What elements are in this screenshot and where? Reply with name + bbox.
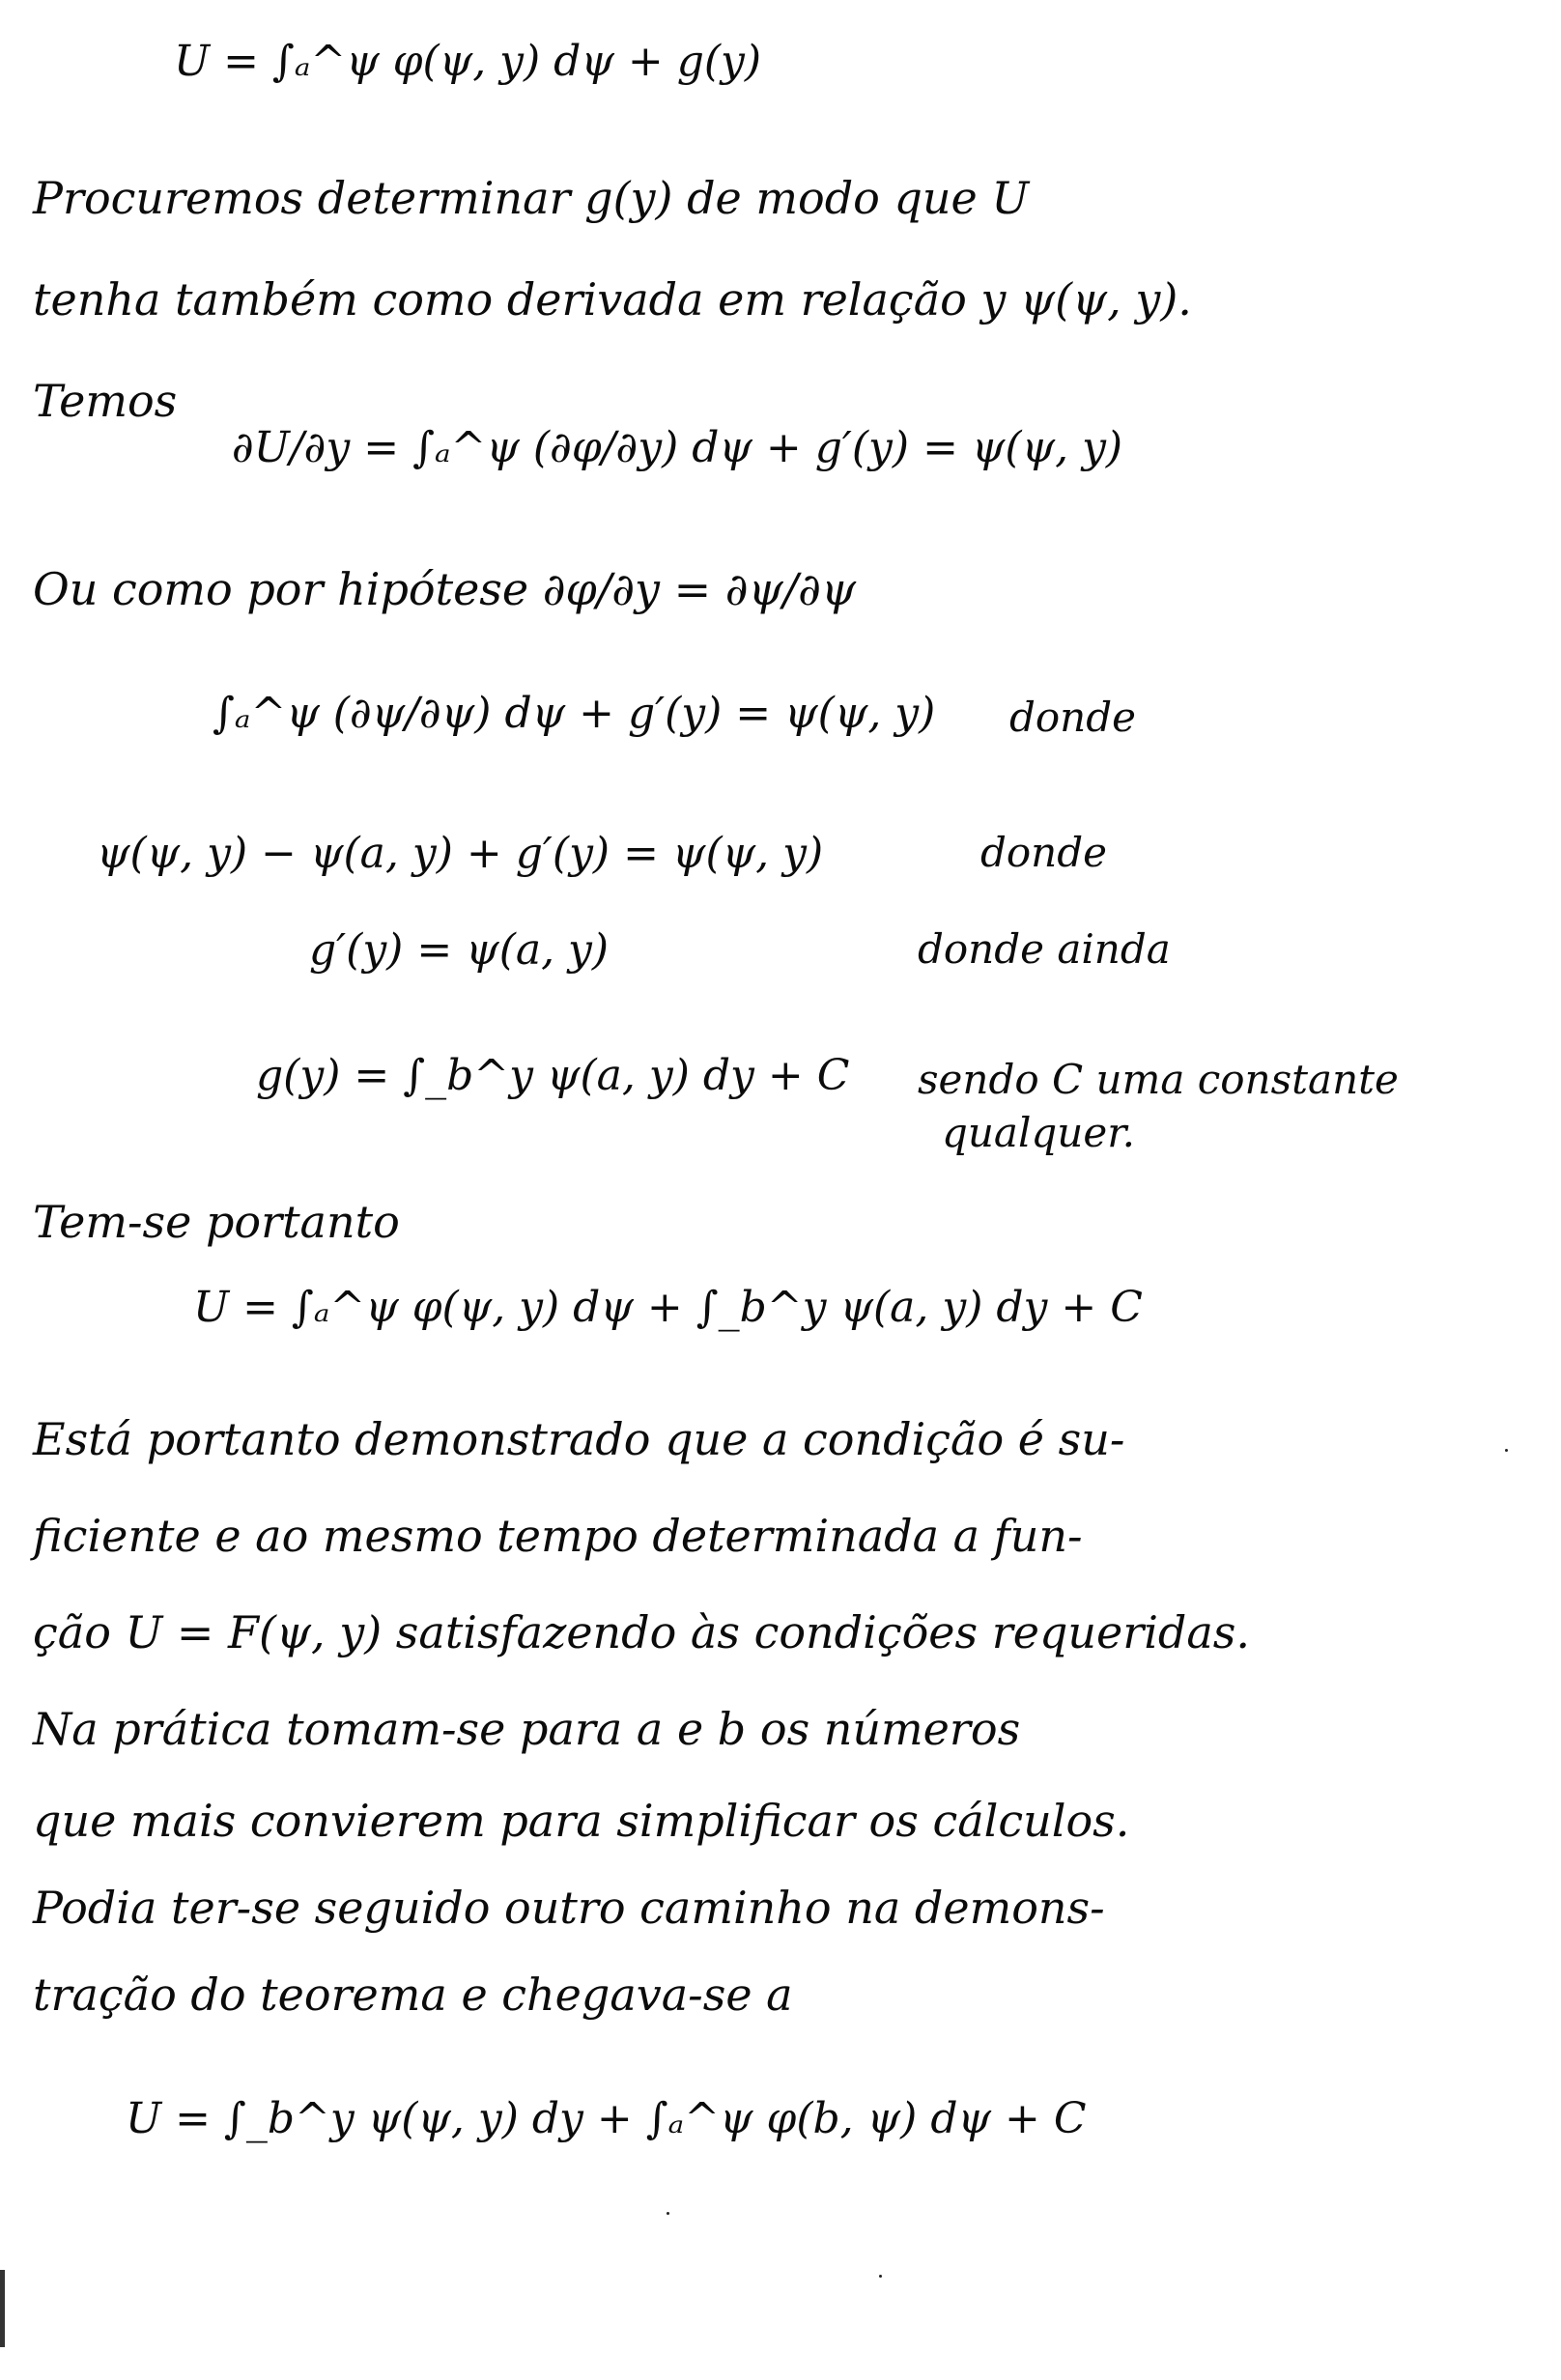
paragraph-5-line-5: que mais convierem para simplificar os cálculos.: [33, 1795, 1130, 1847]
equation-partial-derivative: ∂U/∂y = ∫ₐ^ψ (∂φ/∂y) dψ + g′(y) = ψ(ψ, y): [232, 423, 1123, 472]
equation-evaluated: ψ(ψ, y) − ψ(a, y) + g′(y) = ψ(ψ, y): [97, 829, 824, 878]
paragraph-5-line-6: Podia ter-se seguido outro caminho na demons-: [33, 1882, 1105, 1934]
equation-hypothesis-substituted: ∫ₐ^ψ (∂ψ/∂ψ) dψ + g′(y) = ψ(ψ, y): [213, 689, 936, 738]
portanto-label: Tem-se portanto: [33, 1196, 400, 1248]
scan-speck: [879, 2275, 882, 2278]
temos-label: Temos: [33, 375, 178, 427]
constant-note-line-2: qualquer.: [942, 1109, 1136, 1156]
equation-alternative: U = ∫_b^y ψ(ψ, y) dy + ∫ₐ^ψ φ(b, ψ) dψ + C: [126, 2094, 1087, 2143]
donde-label-2: donde: [980, 829, 1107, 876]
scan-edge-mark: [0, 2270, 5, 2347]
paragraph-5-line-7: tração do teorema e chegava-se a: [33, 1969, 793, 2021]
paragraph-5-line-1: Está portanto demonstrado que a condição é su-: [33, 1413, 1125, 1465]
donde-ainda-label: donde ainda: [918, 925, 1171, 973]
equation-g: g(y) = ∫_b^y ψ(a, y) dy + C: [256, 1051, 850, 1100]
scan-speck: [667, 2212, 669, 2215]
equation-g-prime: g′(y) = ψ(a, y): [309, 925, 610, 975]
scan-speck: [1505, 1449, 1508, 1452]
paragraph-5-line-4: Na prática tomam-se para a e b os números: [33, 1703, 1021, 1755]
donde-label-1: donde: [1009, 694, 1136, 741]
equation-u-final: U = ∫ₐ^ψ φ(ψ, y) dψ + ∫_b^y ψ(a, y) dy + C: [193, 1283, 1143, 1332]
paragraph-5-line-3: ção U = F(ψ, y) satisfazendo às condições requeridas.: [33, 1606, 1251, 1658]
paragraph-1-line-1: Procuremos determinar g(y) de modo que U: [33, 172, 1030, 224]
constant-note-line-1: sendo C uma constante: [918, 1056, 1399, 1103]
hypothesis-line: Ou como por hipótese ∂φ/∂y = ∂ψ/∂ψ: [33, 563, 857, 615]
equation-u-definition: U = ∫ₐ^ψ φ(ψ, y) dψ + g(y): [174, 37, 762, 86]
paragraph-5-line-2: ficiente e ao mesmo tempo determinada a fun-: [33, 1510, 1083, 1562]
paragraph-1-line-2: tenha também como derivada em relação y ψ(ψ, y).: [33, 273, 1192, 326]
